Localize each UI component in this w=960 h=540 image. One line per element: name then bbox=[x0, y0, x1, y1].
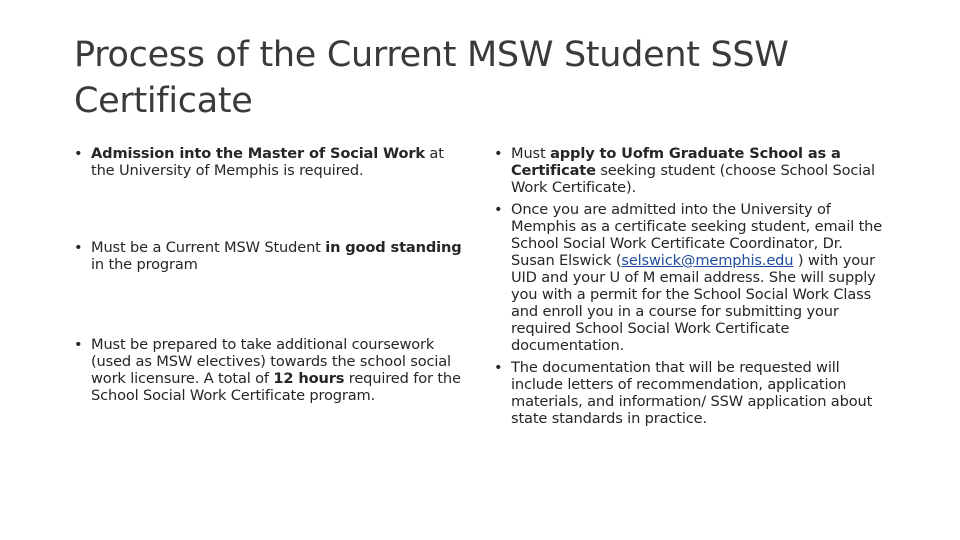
bullet-icon: • bbox=[74, 336, 83, 353]
left-bullet-admission bbox=[74, 145, 469, 179]
bullet-text: Must be prepared to take additional coursework (used as MSW electives) towards the school social work licensure. A total of bbox=[91, 336, 451, 387]
left-bullet-list bbox=[74, 145, 469, 404]
email-link[interactable]: selswick@memphis.edu bbox=[621, 252, 794, 269]
right-bullet-list bbox=[494, 145, 889, 427]
bullet-icon: • bbox=[494, 145, 503, 162]
bullet-text-bold: 12 hours bbox=[273, 370, 345, 387]
bullet-text-bold: apply to Uofm Graduate School as a Certificate bbox=[511, 145, 841, 179]
bullet-text: in the program bbox=[91, 256, 198, 273]
right-bullet-apply bbox=[494, 145, 889, 196]
bullet-text: seeking student (choose School Social Work Certificate). bbox=[511, 162, 875, 196]
bullet-text: Must be a Current MSW Student bbox=[91, 239, 326, 256]
bullet-text: Must bbox=[511, 145, 551, 162]
left-bullet-coursework bbox=[74, 336, 469, 404]
bullet-text: at the University of Memphis is required. bbox=[91, 145, 444, 179]
bullet-text: ) with your UID and your U of M email address. She will supply you with a permit for the School Social Work Class and enroll you in a course for submitting your required School Social Work Certificate documentation. bbox=[511, 252, 876, 354]
right-bullet-documentation bbox=[494, 359, 889, 427]
slide-title: Process of the Current MSW Student SSW Certificate bbox=[74, 35, 789, 121]
bullet-icon: • bbox=[494, 201, 503, 218]
bullet-text-bold: Admission into the Master of Social Work bbox=[91, 145, 425, 162]
bullet-text: Once you are admitted into the University of Memphis as a certificate seeking student, email the School Social Work Certificate Coordinator, Dr. Susan Elswick ( bbox=[511, 201, 883, 269]
bullet-text: required for the School Social Work Certificate program. bbox=[91, 370, 461, 404]
bullet-text: The documentation that will be requested will include letters of recommendation, application materials, and information/ SSW application about state standards in practice. bbox=[511, 359, 873, 427]
bullet-icon: • bbox=[494, 359, 503, 376]
bullet-text-bold: in good standing bbox=[325, 239, 462, 256]
right-bullet-once-admitted bbox=[494, 201, 889, 354]
left-bullet-good-standing bbox=[74, 239, 469, 273]
bullet-icon: • bbox=[74, 239, 83, 256]
bullet-icon: • bbox=[74, 145, 83, 162]
